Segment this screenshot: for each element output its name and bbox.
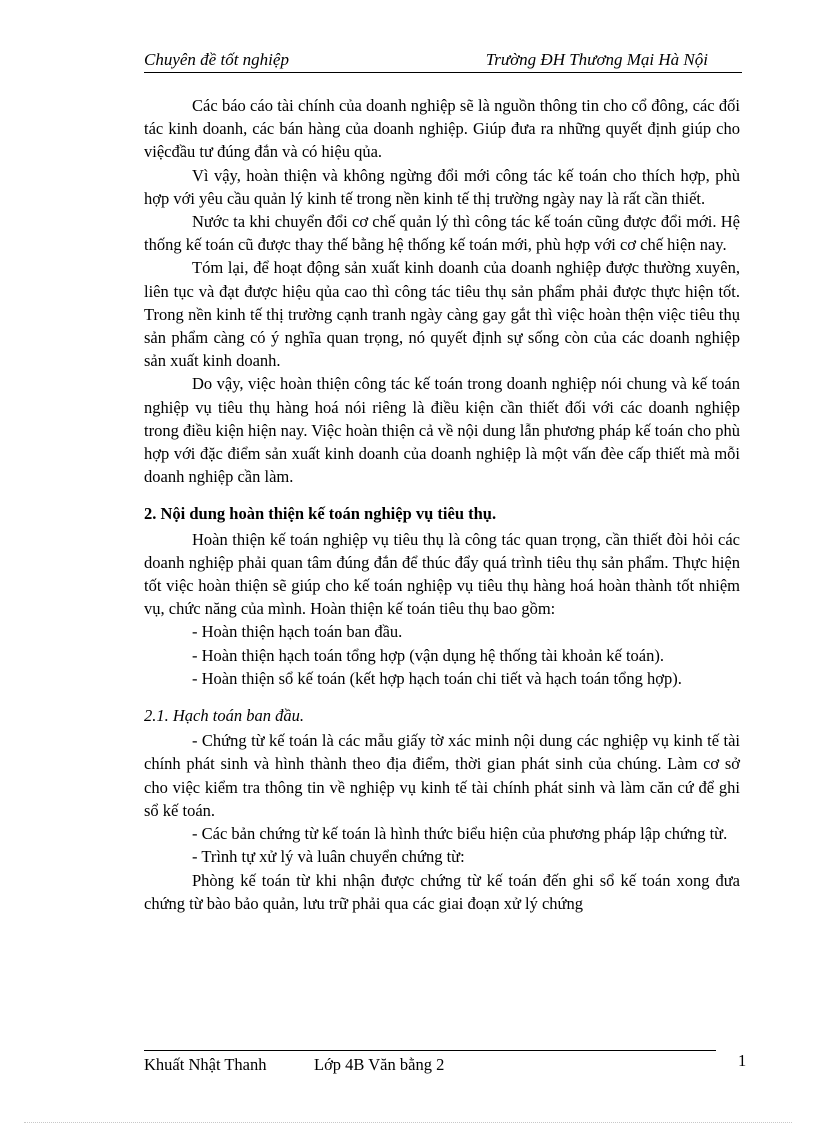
paragraph: Tóm lại, để hoạt động sản xuất kinh doanh của doanh nghiệp được thường xuyên, liên tục và đạt được hiệu qủa cao thì công tác tiêu thụ sản phẩm phải được thực hiện tốt. Trong nền kinh tế thị trường cạnh tranh ngày càng gay gắt thì việc hoàn thện việc tiêu thụ sản phẩm càng có ý nghĩa quan trọng, nó quyết định sự sống còn của các doanh nghiệp sản xuất kinh doanh. <box>144 258 740 371</box>
footer-class: Lớp 4B Văn bằng 2 <box>314 1055 445 1074</box>
page-header <box>144 48 742 73</box>
paragraph: Vì vậy, hoàn thiện và không ngừng đổi mới công tác kế toán cho thích hợp, phù hợp với yêu cầu quản lý kinh tế trong nền kinh tế thị trường ngày nay là rất cần thiết. <box>144 165 740 208</box>
paragraph: - Chứng từ kế toán là các mẫu giấy tờ xác minh nội dung các nghiệp vụ kinh tế tài chính phát sinh và hình thành theo địa điểm, thời gian phát sinh của chúng. Làm cơ sở cho việc kiểm tra thông tin về nghiệp vụ kinh tế tài chính phát sinh và làm căn cứ để ghi sổ kế toán. <box>144 731 740 820</box>
page-number: 1 <box>738 1051 747 1070</box>
footer-author: Khuất Nhật Thanh <box>144 1055 267 1074</box>
bullet-item: - Hoàn thiện hạch toán ban đầu. <box>192 622 403 642</box>
paragraph: Các báo cáo tài chính của doanh nghiệp sẽ là nguồn thông tin cho cổ đông, các đối tác kinh doanh, các bán hàng của doanh nghiệp. Giúp đưa ra những quyết định giúp cho việcđầu tư đúng đắn và có hiệu qủa. <box>144 96 740 162</box>
section-heading: 2. Nội dung hoàn thiện kế toán nghiệp vụ tiêu thụ. <box>144 504 497 524</box>
subsection-heading: 2.1. Hạch toán ban đầu. <box>144 706 304 726</box>
header-thesis-title: Chuyên đề tốt nghiệp <box>144 50 289 69</box>
bullet-item: - Hoàn thiện hạch toán tổng hợp (vận dụng hệ thống tài khoản kế toán). <box>192 645 664 665</box>
page-body <box>144 94 740 915</box>
paragraph: Phòng kế toán từ khi nhận được chứng từ kế toán đến ghi sổ kế toán xong đưa chứng từ bào bảo quản, lưu trữ phải qua các giai đoạn xử lý chứng <box>144 870 740 913</box>
header-university: Trường ĐH Thương Mại Hà Nội <box>485 50 708 69</box>
paragraph: - Các bản chứng từ kế toán là hình thức biểu hiện của phương pháp lập chứng từ. <box>192 824 728 844</box>
bullet-item: - Hoàn thiện sổ kế toán (kết hợp hạch toán chi tiết và hạch toán tổng hợp). <box>192 668 682 688</box>
footer-divider <box>144 1050 716 1051</box>
paragraph: Nước ta khi chuyển đổi cơ chế quản lý thì công tác kế toán cũng được đổi mới. Hệ thống kế toán cũ được thay thế bằng hệ thống kế toán mới, phù hợp với cơ chế hiện nay. <box>144 212 740 255</box>
paragraph: Hoàn thiện kế toán nghiệp vụ tiêu thụ là công tác quan trọng, cần thiết đòi hỏi các doanh nghiệp phải quan tâm đúng đắn để thúc đẩy quá trình tiêu thụ sản phẩm. Thực hiện tốt việc hoàn thiện sẽ giúp cho kế toán nghiệp vụ tiêu thụ hàng hoá hoàn thành tốt nhiệm vụ, chức năng của mình. Hoàn thiện kế toán tiêu thụ bao gồm: <box>144 529 740 619</box>
paragraph: Do vậy, việc hoàn thiện công tác kế toán trong doanh nghiệp nói chung và kế toán nghiệp vụ tiêu thụ hàng hoá nói riêng là điều kiện cần thiết đối với các doanh nghiệp trong điều kiện hiện nay. Việc hoàn thiện cả về nội dung lẫn phương pháp kế toán cho phù hợp với đặc điểm sản xuất kinh doanh của doanh nghiệp là một vấn đèe cấp thiết mà mỗi doanh nghiệp cần làm. <box>144 374 740 487</box>
paragraph: - Trình tự xử lý và luân chuyển chứng từ: <box>192 847 465 867</box>
